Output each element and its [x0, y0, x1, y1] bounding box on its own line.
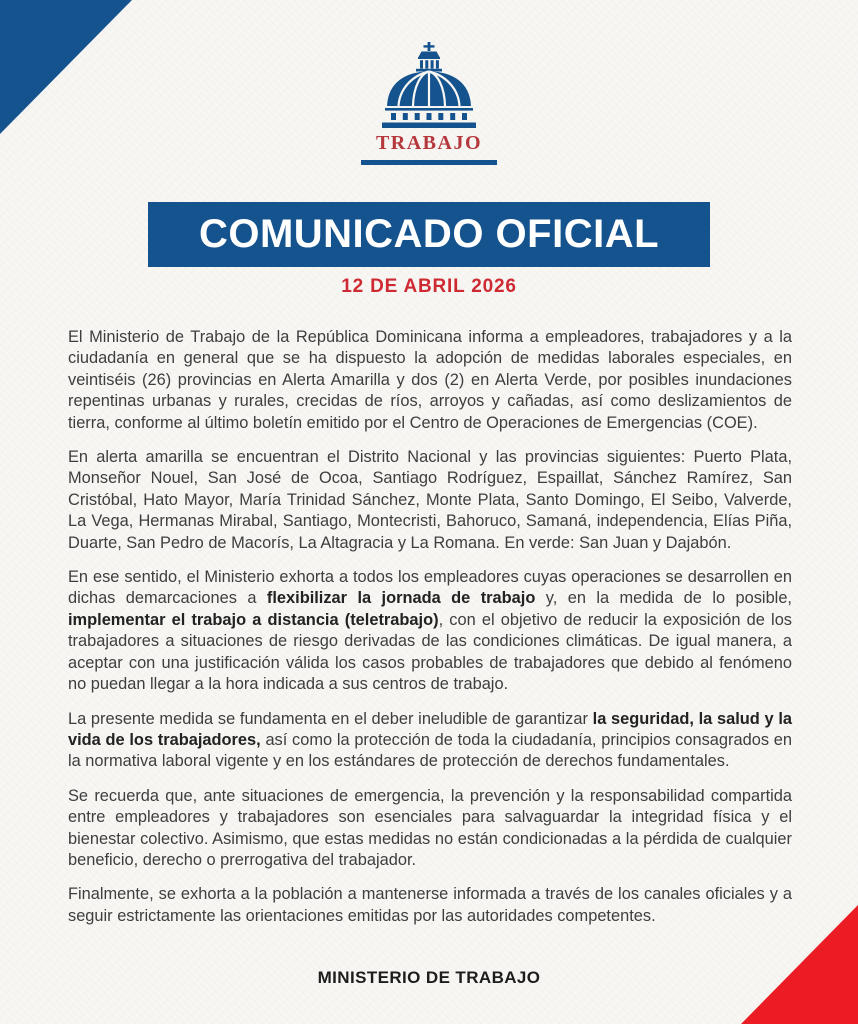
- paragraph: Se recuerda que, ante situaciones de emergencia, la prevención y la responsabilidad compartida entre empleadores y trabajadores son esenciales para salvaguardar la integridad física y el bienestar colectivo. Asimismo, que estas medidas no están condicionadas a la pérdida de cualquier beneficio, derecho o prerrogativa del trabajador.: [68, 786, 792, 869]
- official-communique-banner: [148, 202, 710, 267]
- paragraph: El Ministerio de Trabajo de la República Dominicana informa a empleadores, trabajadores y a la ciudadanía en general que se ha dispuesto la adopción de medidas laborales especiales, en veintiséis (26) provincias en Alerta Amarilla y dos (2) en Alerta Verde, por posibles inundaciones repentinas urbanas y rurales, crecidas de ríos, arroyos y cañadas, así como deslizamientos de tierra, conforme al último boletín emitido por el Centro de Operaciones de Emergencias (COE).: [68, 328, 792, 432]
- banner-title: COMUNICADO OFICIAL: [198, 212, 660, 256]
- communique-body: [68, 327, 792, 940]
- palace-dome-icon: [379, 42, 479, 128]
- ministry-signature: MINISTERIO DE TRABAJO: [317, 968, 541, 987]
- logo-underline: [361, 160, 497, 165]
- ministry-logo-text: TRABAJO: [375, 132, 483, 154]
- communique-date: 12 DE ABRIL 2026: [341, 276, 517, 297]
- ministry-logo: [0, 42, 858, 165]
- paragraph: Finalmente, se exhorta a la población a mantenerse informada a través de los canales oficiales y a seguir estrictamente las orientaciones emitidas por las autoridades competentes.: [68, 885, 792, 925]
- paragraph: La presente medida se fundamenta en el deber ineludible de garantizar la seguridad, la salud y la vida de los trabajadores, así como la protección de toda la ciudadanía, principios consagrados en la normativa laboral vigente y en los estándares de protección de derechos fundamentales.: [68, 709, 792, 771]
- paragraph: En ese sentido, el Ministerio exhorta a todos los empleadores cuyas operaciones se desarrollen en dichas demarcaciones a flexibilizar la jornada de trabajo y, en la medida de lo posible, implementar el trabajo a distancia (teletrabajo), con el objetivo de reducir la exposición de los trabajadores a situaciones de riesgo derivadas de las condiciones climáticas. De igual manera, a aceptar con una justificación válida los casos probables de trabajadores que debido al fenómeno no puedan llegar a la hora indicada a sus centros de trabajo.: [68, 568, 792, 694]
- paragraph: En alerta amarilla se encuentran el Distrito Nacional y las provincias siguientes: Puerto Plata, Monseñor Nouel, San José de Ocoa, Santiago Rodríguez, Espaillat, Sánchez Ramírez, San Cristóbal, Hato Mayor, María Trinidad Sánchez, Monte Plata, Santo Domingo, El Seibo, Valverde, La Vega, Hermanas Mirabal, Santiago, Montecristi, Bahoruco, Samaná, independencia, Elías Piña, Duarte, San Pedro de Macorís, La Altagracia y La Romana. En verde: San Juan y Dajabón.: [68, 448, 792, 552]
